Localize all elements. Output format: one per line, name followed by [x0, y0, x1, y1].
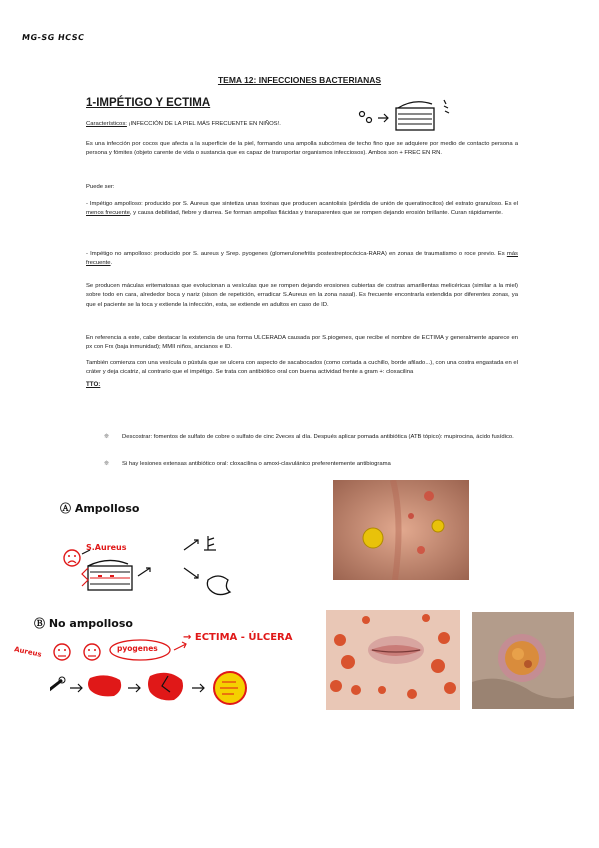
ampolloso-text-c: , y causa debilidad, fiebre y diarrea. Se forman ampollas flácidas y transparentes que se rompen dejando erosión brillante. Curan rápidamente.: [129, 210, 503, 217]
photo-impetigo-no-ampolloso: [326, 610, 460, 710]
no-ampolloso-note: Ⓑ No ampolloso: [34, 617, 133, 630]
paragraph-types-intro: Puede ser:: [86, 184, 115, 190]
no-ampolloso-text-a: - Impétigo no ampolloso: producido por S. aureus y Srep. pyogenes (glomerulonefritis postestreptocócica-RARA) en zonas de traumatismo o roce previo. Es: [86, 251, 507, 257]
characteristics-label: Característicos:: [86, 121, 127, 127]
tto-label: TTO:: [86, 381, 101, 388]
tto-item: [104, 433, 518, 453]
ampolloso-text-a: - Impétigo ampolloso: producido por S. Aureus que sintetiza unas toxinas que producen acantolisis (pérdida de unión de queratinocitos) del estrato granuloso. Es el: [86, 201, 518, 207]
characteristics-text: ¡INFECCIÓN DE LA PIEL MÁS FRECUENTE EN NIÑOS!.: [128, 121, 281, 127]
ampolloso-note: Ⓐ Ampolloso: [60, 502, 140, 515]
ampolloso-emphasis: menos frecuente: [86, 210, 130, 217]
tto-item: [104, 460, 518, 470]
paragraph-definition: Es una infección por cocos que afecta a la superficie de la piel, formando una ampolla subcórnea de techo fino que se adquiere por medio de contacto persona a persona y fómites (objeto carente de vida o sustancia que es capaz de transportar organismos infecciosos). Ambos son + FREC EN RN.: [86, 141, 518, 157]
no-ampolloso-sketch: [50, 636, 310, 716]
photo-impetigo-ampolloso: [333, 480, 469, 580]
no-ampolloso-emphasis: más frecuente: [86, 251, 518, 267]
tto-item-text: Descostrar: fomentos de sulfato de cobre o sulfato de cinc 2veces al día. Después aplicar pomada antibiótica (ATB tópico): mupirocina, ácido fusídico.: [122, 434, 514, 440]
paragraph-no-ampolloso: [86, 250, 518, 269]
photo-ectima: [472, 612, 574, 709]
page-title: TEMA 12: INFECCIONES BACTERIANAS: [217, 75, 382, 85]
ectima-note: → ECTIMA - ÚLCERA: [183, 632, 293, 643]
characteristics-line: [86, 120, 518, 129]
bullet-icon: ❊: [104, 434, 109, 440]
ampolloso-sketch: [58, 528, 248, 608]
bullet-icon: ❊: [104, 461, 109, 467]
paragraph-ectima: En referencia a este, cabe destacar la existencia de una forma ULCERADA causada por S.piogenes, que recibe el nombre de ECTIMA y generalmente aparece en px con Frx (baja inmunidad); MMII niños, ancianos e ID.: [86, 335, 518, 351]
aureus-note: Aureus: [13, 645, 43, 659]
paragraph-ampolloso: [86, 200, 518, 219]
paragraph-ectima-course: También comienza con una vesícula o pústula que se ulcera con aspecto de sacabocados (como cortada a cuchillo, borde afilado...), con una costra engastada en el cráter y deja cicatriz, al contrario que el impétigo. Se trata con antibiótico oral con buena actividad frente a gram +: cloxacilina: [86, 360, 518, 376]
section-title: 1-IMPÉTIGO Y ECTIMA: [86, 97, 211, 109]
tto-item-text: Si hay lesiones extensas antibiótico oral: cloxacilina o amoxi-clavulánico preferentemente antibiograma: [122, 461, 391, 467]
no-ampolloso-text-c: .: [110, 260, 113, 267]
header-note: MG-SG HCSC: [21, 33, 85, 42]
pyogenes-note: pyogenes: [117, 644, 158, 653]
paragraph-lesions: Se producen máculas eritematosas que evolucionan a vesículas que se rompen dejando erosiones cubiertas de costras amarillentas melicéricas (similar a la miel) sobre todo en cara, alrededor boca y nariz (sison de repetición, erradicar S.Aureus en la zona nasal). Es frecuente encontrarla extendida por diferentes zonas, ya que el paciente se la toca y extiende la infección, esta, se extiende en adultos en caso de ID.: [86, 283, 518, 308]
s-aureus-note: S.Aureus: [86, 543, 127, 552]
blister-sketch-top: [352, 94, 472, 136]
